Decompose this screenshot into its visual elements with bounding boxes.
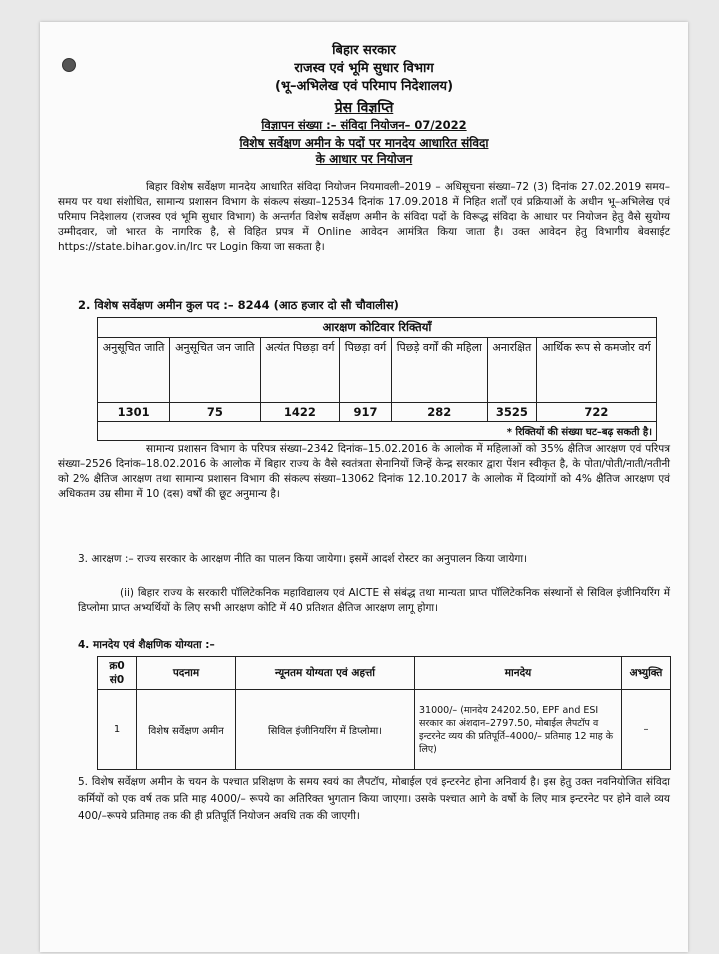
header-st: अनुसूचित जन जाति — [170, 338, 260, 403]
header-bc: पिछड़ा वर्ग — [340, 338, 391, 403]
cell-serial: 1 — [98, 690, 137, 770]
section-2-heading: 2. विशेष सर्वेक्षण अमीन कुल पद :– 8244 (आठ हजार दो सौ चौवालीस) — [78, 298, 399, 312]
subject-line-2: के आधार पर नियोजन — [315, 152, 413, 166]
value-unreserved: 3525 — [487, 403, 536, 422]
vacancy-note: * रिक्तियों की संख्या घट–बढ़ सकती है। — [98, 422, 657, 441]
value-bc-women: 282 — [391, 403, 487, 422]
value-ews: 722 — [536, 403, 656, 422]
section-4-heading: 4. मानदेय एवं शैक्षणिक योग्यता :– — [78, 639, 215, 651]
col-serial: क्र0 सं0 — [98, 657, 137, 690]
reservation-table — [97, 317, 657, 441]
header-govt: बिहार सरकार — [332, 43, 396, 58]
section-3-ii: (ii) बिहार राज्य के सरकारी पॉलिटेकनिक महाविद्यालय एवं AICTE से संबंद्ध तथा मान्यता प्राप्त पॉलिटेकनिक संस्थानों से सिविल इंजीनियरिंग में डिप्लोमा प्राप्त अभ्यर्थियों के लिए सभी आरक्षण कोटि में 40 प्रतिशत क्षैतिज आरक्षण लागू होगा। — [78, 587, 670, 614]
qualification-table — [97, 656, 671, 770]
value-ebc: 1422 — [260, 403, 340, 422]
col-post: पदनाम — [137, 657, 236, 690]
value-bc: 917 — [340, 403, 391, 422]
value-sc: 1301 — [98, 403, 170, 422]
paragraph-2: सामान्य प्रशासन विभाग के परिपत्र संख्या–2342 दिनांक–15.02.2016 के आलोक में महिलाओं को 35% क्षैतिज आरक्षण एवं परिपत्र संख्या–2526 दिनांक–18.02.2016 के आलोक में बिहार राज्य के वैसे स्वतंत्रता सेनानियों जिन्हें केन्द्र सरकार द्वारा पेंशन स्वीकृत है, के पोता/पोती/नाती/नतीनी को 2% क्षैतिज आरक्षण तथा सामान्य प्रशासन विभाग की संकल्प संख्या–13062 दिनांक 12.10.2017 के आलोक में दिव्यांगों को 4% क्षैतिज आरक्षण एवं अधिकतम उम्र सीमा में 10 (दस) वर्षों की छूट अनुमान्य है। — [58, 443, 670, 500]
value-st: 75 — [170, 403, 260, 422]
paragraph-1: बिहार विशेष सर्वेक्षण मानदेय आधारित संविदा नियोजन नियमावली–2019 – अधिसूचना संख्या–72 (3) दिनांक 27.02.2019 समय–समय पर यथा संशोधित, सामान्य प्रशासन विभाग के संकल्प संख्या–12534 दिनांक 17.09.2018 में निहित शर्तों एवं प्रक्रियाओं के अधीन भू–अभिलेख एवं परिमाप निदेशालय (राजस्व एवं भूमि सुधार विभाग) के अन्तर्गत विशेष सर्वेक्षण अमीन के संविदा पदों के विरूद्ध संविदा के आधार पर नियोजन हेतु वैसे सुयोग्य उम्मीदवार, जो भारत के नागरिक है, से विहित प्रपत्र में Online आवेदन आमंत्रित किया जाता है। उक्त आवेदन हेतु विभागीय बेवसाईट https://state.bihar.gov.in/lrc पर Login किया जा सकता है। — [58, 181, 670, 253]
col-honorarium: मानदेय — [415, 657, 622, 690]
press-release-title: प्रेस विज्ञप्ति — [334, 100, 394, 116]
cell-honorarium: 31000/– (मानदेय 24202.50, EPF and ESI सरकार का अंशदान–2797.50, मोबाईल लैपटॉप व इन्टरनेट व्यय की प्रतिपूर्ति–4000/– प्रतिमाह 12 माह के लिए) — [415, 690, 622, 770]
reservation-table-title: आरक्षण कोटिवार रिक्तियाँ — [98, 318, 657, 338]
cell-post: विशेष सर्वेक्षण अमीन — [137, 690, 236, 770]
document-page — [40, 22, 688, 952]
paragraph-5: 5. विशेष सर्वेक्षण अमीन के चयन के पश्चात प्रशिक्षण के समय स्वयं का लैपटॉप, मोबाईल एवं इन्टरनेट होना अनिवार्य है। इस हेतु उक्त नवनियोजित संविदा कर्मियों को एक वर्ष तक प्रति माह 4000/– रूपये का अतिरिक्त भुगतान किया जाएगा। उसके पश्चात आगे के वर्षो के लिए मात्र इन्टरनेट पर होने वाले व्यय 400/–रूपये प्रतिमाह तक की ही प्रतिपूर्ति नियोजन अवधि तक की जाएगी। — [78, 776, 670, 822]
header-unreserved: अनारक्षित — [487, 338, 536, 403]
col-qualification: न्यूनतम योग्यता एवं अहर्त्ता — [236, 657, 415, 690]
header-ews: आर्थिक रूप से कमजोर वर्ग — [536, 338, 656, 403]
section-3-reservation: 3. आरक्षण :– राज्य सरकार के आरक्षण नीति का पालन किया जायेगा। इसमें आदर्श रोस्टर का अनुपालन किया जायेगा। — [78, 553, 528, 565]
subject-line-1: विशेष सर्वेक्षण अमीन के पदों पर मानदेय आधारित संविदा — [239, 136, 489, 150]
header-bc-women: पिछड़े वर्गों की महिला — [391, 338, 487, 403]
col-remarks: अभ्युक्ति — [622, 657, 671, 690]
header-ebc: अत्यंत पिछड़ा वर्ग — [260, 338, 340, 403]
header-directorate: (भू–अभिलेख एवं परिमाप निदेशालय) — [274, 79, 454, 94]
header-dept: राजस्व एवं भूमि सुधार विभाग — [294, 61, 434, 76]
advertisement-number: विज्ञापन संख्या :– संविदा नियोजन– 07/2022 — [261, 118, 467, 132]
header-sc: अनुसूचित जाति — [98, 338, 170, 403]
cell-qualification: सिविल इंजीनियरिंग में डिप्लोमा। — [236, 690, 415, 770]
cell-remarks: – — [622, 690, 671, 770]
